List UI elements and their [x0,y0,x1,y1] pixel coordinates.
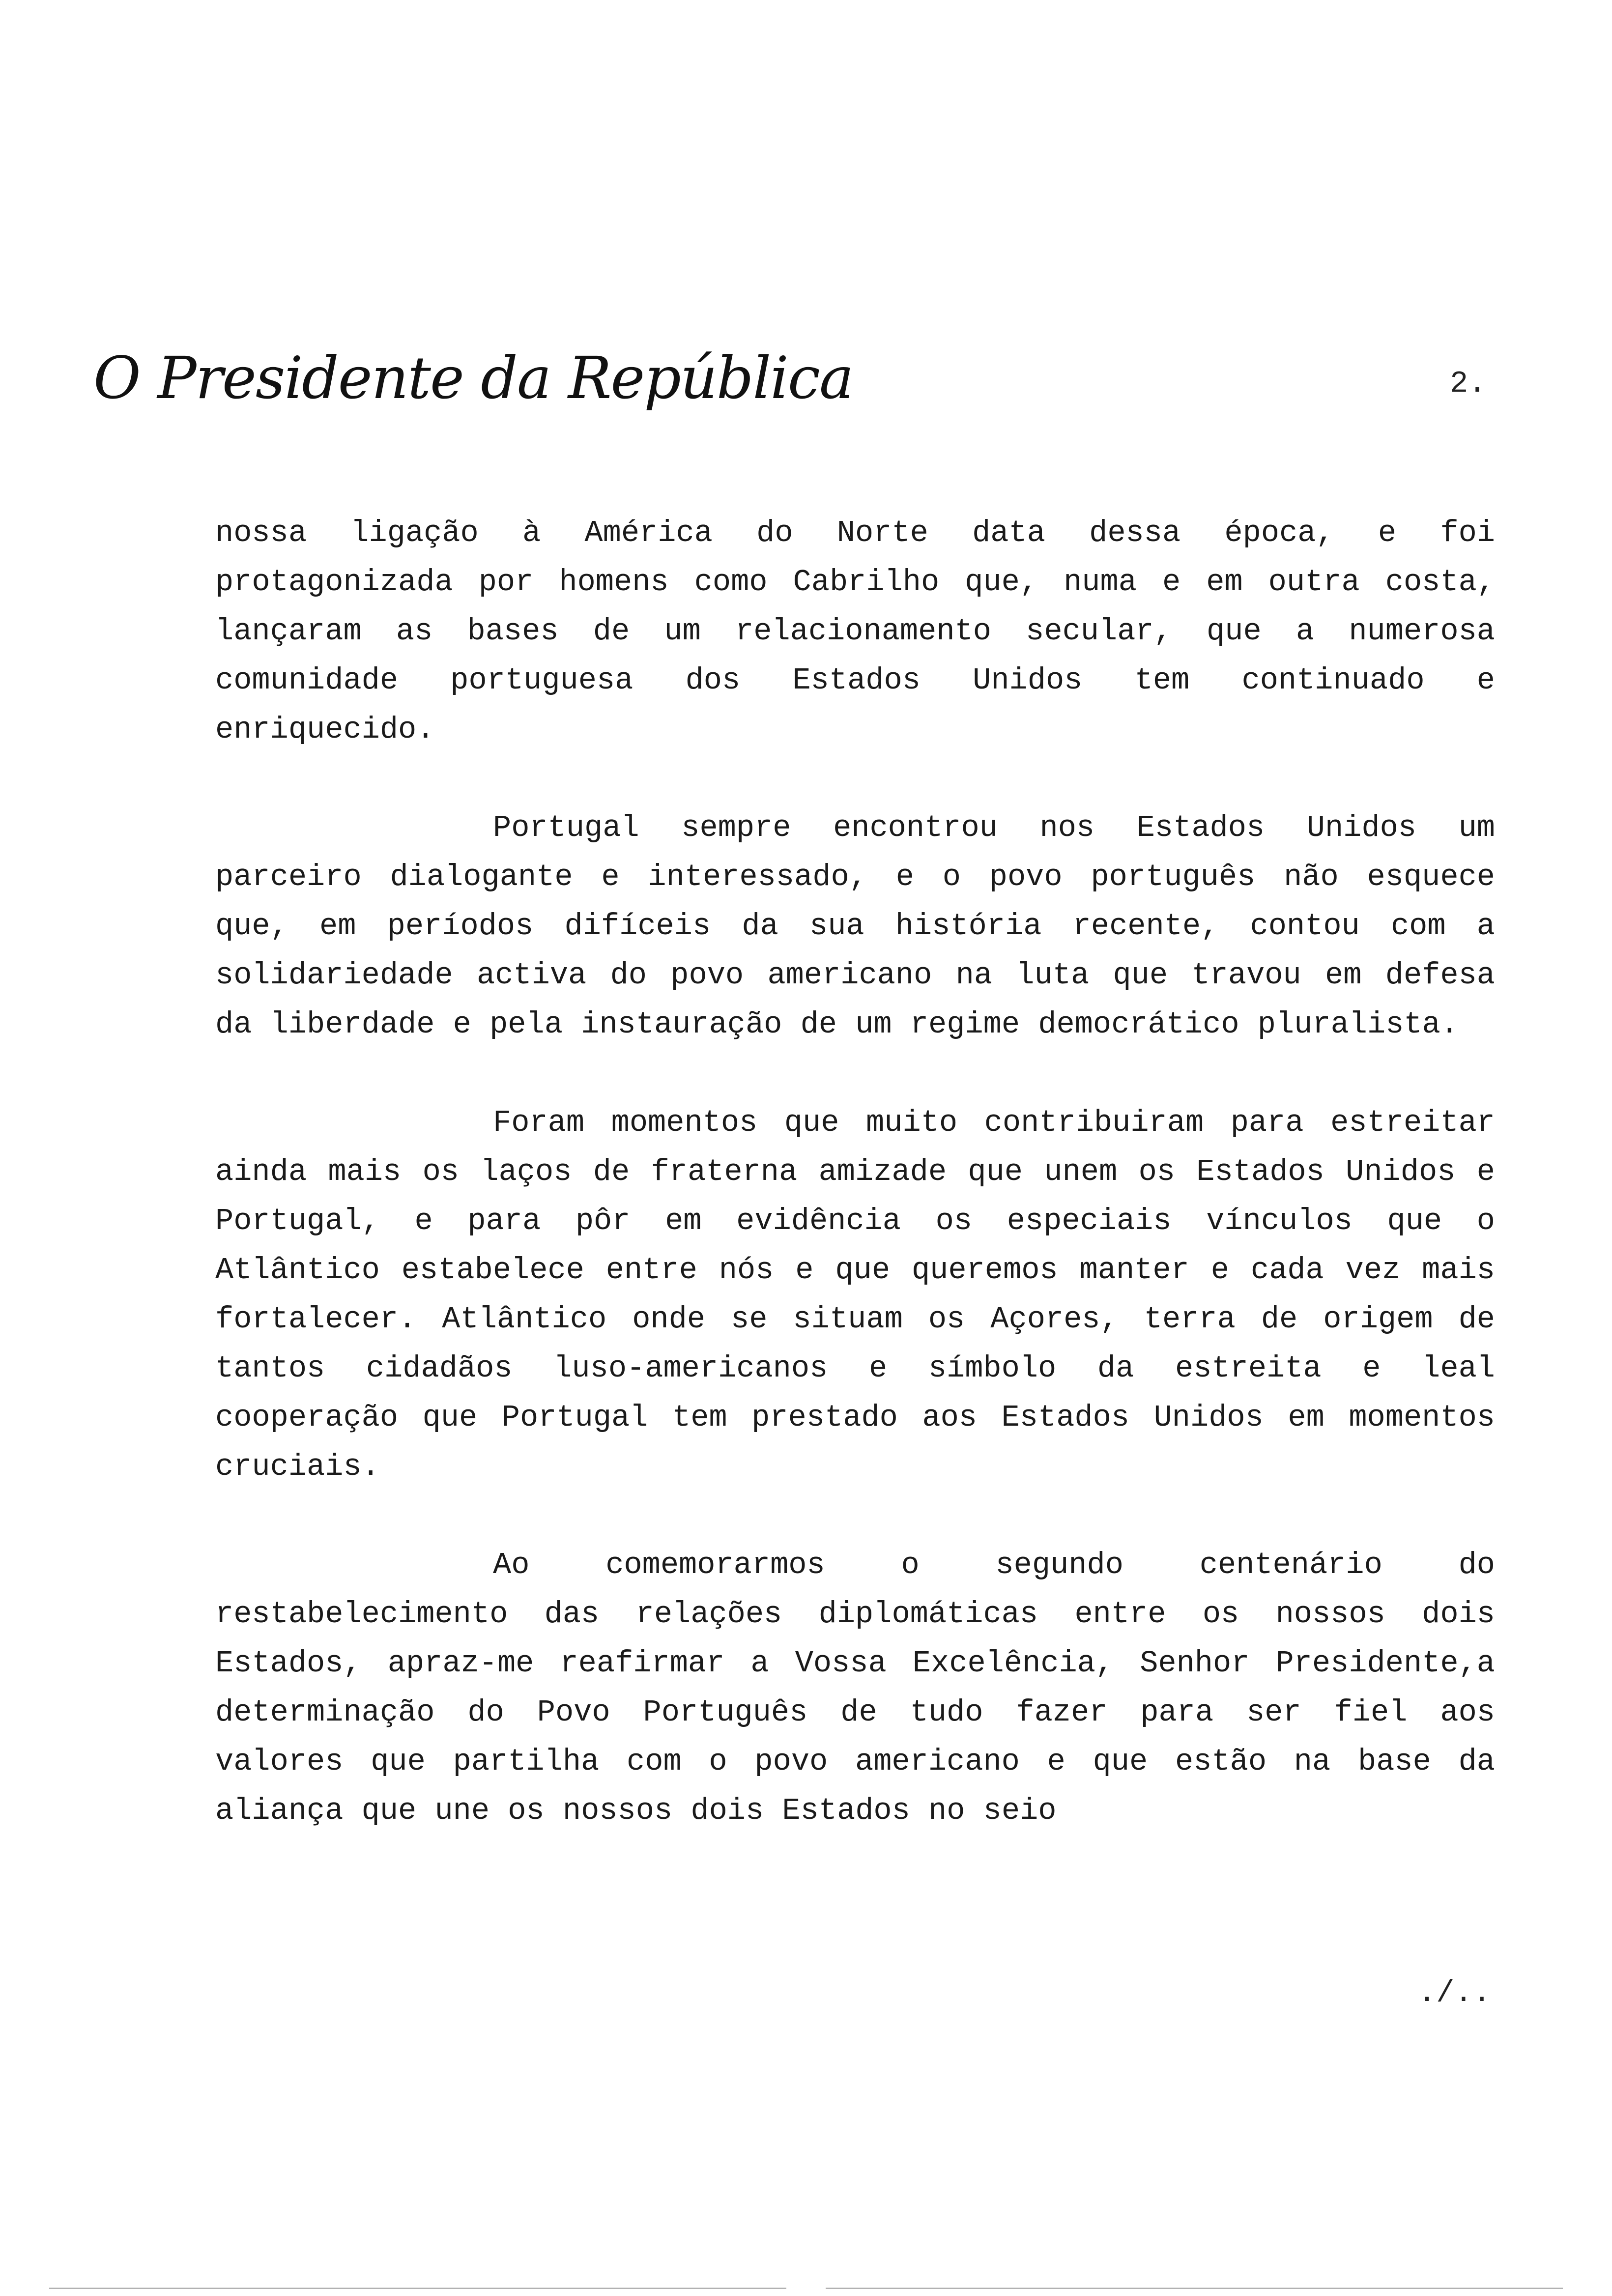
paragraph: nossa ligação à América do Norte data dessa época, e foi protagonizada por homens como Cabrilho que, numa e em outra costa, lançaram as bases de um relacionamento secular, que a numerosa comunidade portuguesa dos Estados Unidos tem continuado e enriquecido. [215,516,1495,747]
footer-rule [826,2288,1563,2289]
footer-rule [49,2288,786,2289]
paragraph: Foram momentos que muito contribuiram para estreitar ainda mais os laços de fraterna amizade que unem os Estados Unidos e Portugal, e para pôr em evidência os especiais vínculos que o Atlântico estabelece entre nós e que queremos manter e cada vez mais fortalecer. Atlântico onde se situam os Açores, terra de origem de tantos cidadãos luso-americanos e símbolo da estreita e leal cooperação que Portugal tem prestado aos Estados Unidos em momentos cruciais. [215,1105,1495,1484]
paragraph: Ao comemorarmos o segundo centenário do restabelecimento das relações diplomáticas entre os nossos dois Estados, apraz-me reafirmar a Vossa Excelência, Senhor Presidente,a determinação do Povo Português de tudo fazer para ser fiel aos valores que partilha com o povo americano e que estão na base da aliança que une os nossos dois Estados no seio [215,1548,1495,1828]
paragraph: Portugal sempre encontrou nos Estados Unidos um parceiro dialogante e interessado, e o povo português não esquece que, em períodos difíceis da sua história recente, contou com a solidariedade activa do povo americano na luta que travou em defesa da liberdade e pela instauração de um regime democrático pluralista. [215,810,1495,1042]
letter-body [215,509,1495,1836]
page-number: 2. [1450,366,1487,401]
letterhead: O Presidente da República [93,344,853,412]
continuation-mark: ./.. [1418,1976,1491,2010]
